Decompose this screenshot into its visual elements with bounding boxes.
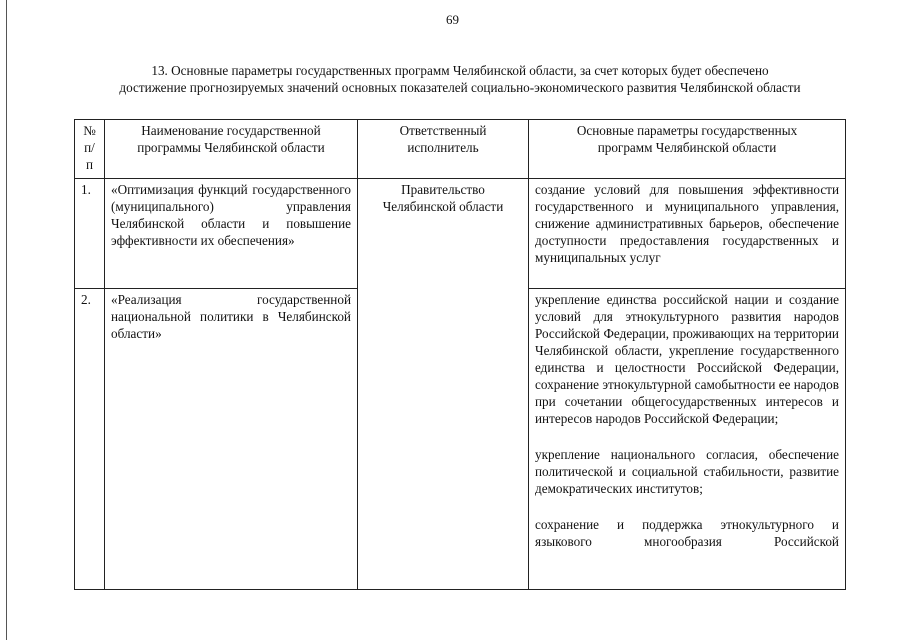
table-row	[75, 179, 846, 289]
header-number	[75, 120, 105, 179]
header-program-name-line-2: программы Челябинской области	[137, 140, 325, 155]
program-name: «Реализация государственной национальной политики в Челябинской области»	[105, 289, 358, 590]
responsible-executor: Правительство Челябинской области	[358, 179, 529, 590]
header-number-line-2: п/п	[84, 140, 95, 172]
header-executor-line-2: исполнитель	[407, 140, 479, 155]
document-title	[60, 62, 860, 96]
scan-edge-line	[6, 0, 7, 640]
header-program-name	[105, 120, 358, 179]
header-number-line-1: №	[83, 123, 96, 138]
row-number: 1.	[75, 179, 105, 289]
page-number: 69	[446, 12, 459, 27]
document-title-line-1: 13. Основные параметры государственных программ Челябинской области, за счет которых будет обеспечено	[151, 63, 769, 78]
parameter-item: сохранение и поддержка этнокультурного и языкового многообразия Российской	[535, 517, 839, 549]
parameter-item: создание условий для повышения эффективности государственного и муниципального управления, снижение административных барьеров, обеспечение доступности предоставления государственных и муниципальных услуг	[535, 182, 839, 265]
header-executor-line-1: Ответственный	[399, 123, 487, 138]
header-parameters	[529, 120, 846, 179]
document-title-line-2: достижение прогнозируемых значений основных показателей социально-экономического развития Челябинской области	[119, 80, 801, 95]
parameter-item: укрепление единства российской нации и создание условий для этнокультурного развития народов Российской Федерации, проживающих на территории Челябинской области, укрепление государственного единства и целостности Российской Федерации, сохранение этнокультурной самобытности ее народов при сочетании общегосударственных интересов и интересов народов Российской Федерации;	[535, 292, 839, 426]
header-parameters-line-1: Основные параметры государственных	[576, 123, 798, 138]
program-parameters	[529, 179, 846, 289]
program-parameters	[529, 289, 846, 590]
header-parameters-line-2: программ Челябинской области	[597, 140, 777, 155]
header-executor	[358, 120, 529, 179]
program-name: «Оптимизация функций государственного (муниципального) управления Челябинской области и повышение эффективности их обеспечения»	[105, 179, 358, 289]
header-program-name-line-1: Наименование государственной	[141, 123, 321, 138]
parameter-item: укрепление национального согласия, обеспечение политической и социальной стабильности, развитие демократических институтов;	[535, 447, 839, 496]
row-number: 2.	[75, 289, 105, 590]
table-header-row	[75, 120, 846, 179]
program-parameters-table	[74, 119, 846, 590]
